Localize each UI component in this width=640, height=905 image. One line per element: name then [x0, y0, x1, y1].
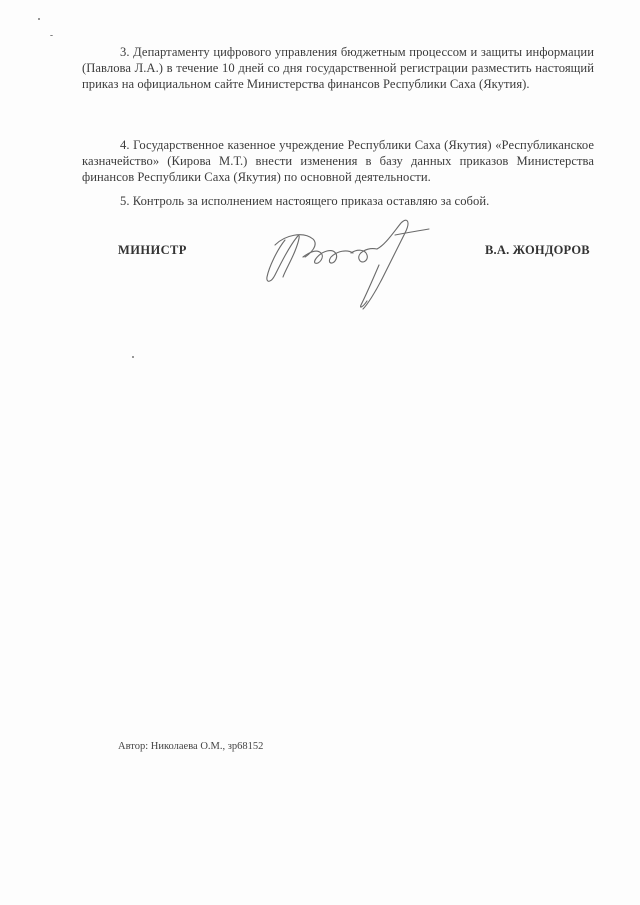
- scan-speck: [38, 18, 40, 20]
- scan-speck: [132, 356, 134, 358]
- paragraph-5: 5. Контроль за исполнением настоящего приказа оставляю за собой.: [120, 194, 490, 208]
- paragraph-4: 4. Государственное казенное учреждение Республики Саха (Якутия) «Республиканское казначейство» (Кирова М.Т.) внести изменения в базу данных приказов Министерства финансов Республики Саха (Якутия) по основной деятельности.: [82, 138, 594, 184]
- paragraph-3: 3. Департаменту цифрового управления бюджетным процессом и защиты информации (Павлова Л.А.) в течение 10 дней со дня государственной регистрации разместить настоящий приказ на официальном сайте Министерства финансов Республики Саха (Якутия).: [82, 45, 594, 91]
- signer-name: В.А. ЖОНДОРОВ: [485, 243, 590, 257]
- scan-speck: [50, 35, 53, 36]
- signer-title: МИНИСТР: [118, 243, 187, 257]
- handwritten-signature: [255, 205, 455, 325]
- author-line: Автор: Николаева О.М., зр68152: [118, 741, 264, 752]
